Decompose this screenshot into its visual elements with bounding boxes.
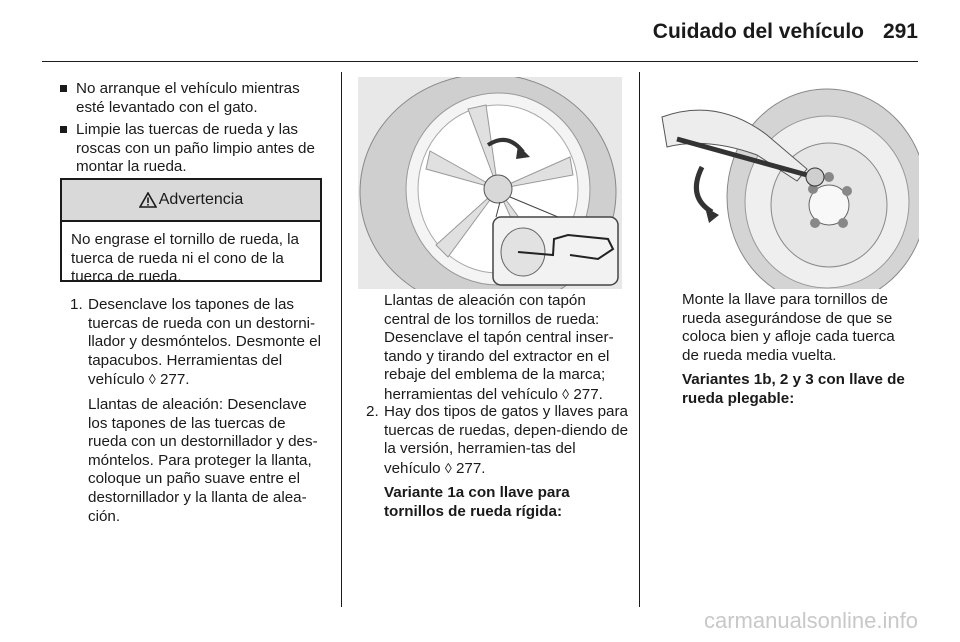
header-rule (42, 61, 918, 62)
page-ref: 277. (455, 459, 486, 477)
step-number: 2. (366, 403, 379, 420)
page-number: 291 (882, 20, 918, 43)
wheel-wrench-illustration (657, 77, 919, 289)
page-header (0, 0, 960, 62)
page-ref: 277. (159, 371, 190, 389)
list-item: Limpie las tuercas de rueda y las roscas con un paño limpio antes de montar la rueda. (58, 121, 328, 177)
step-text: Hay dos tipos de gatos y llaves para tuercas de ruedas, depen-diendo de la versión, herramien-tas del vehículo ◊ 277. (384, 403, 629, 477)
step-text: Desenclave los tapones de las tuercas de rueda con un destorni-llador y desmóntelos. Desmonte el tapacubos. Herramientas del vehículo ◊ 277. (88, 296, 321, 389)
warning-title: Advertencia (158, 191, 244, 208)
warning-triangle-icon (139, 192, 157, 208)
bullet-square-icon (60, 126, 67, 133)
page-ref-icon: ◊ (562, 385, 570, 402)
column-divider-1 (341, 72, 342, 607)
list-item: No arranque el vehículo mientras esté levantado con el gato. (58, 80, 328, 117)
step-number: 1. (70, 296, 83, 313)
precaution-list (58, 80, 328, 181)
figure-caption-wrench (682, 291, 914, 409)
warning-header (62, 180, 320, 222)
bullet-square-icon (60, 85, 67, 92)
page-ref-icon: ◊ (444, 459, 452, 476)
alloy-wheel-illustration (358, 77, 622, 289)
figure-caption-alloy (384, 292, 634, 413)
variant-heading: Variantes 1b, 2 y 3 con llave de rueda plegable: (682, 371, 905, 407)
caption-text: Llantas de aleación con tapón central de los tornillos de rueda: Desenclave el tapón central inser-tando y tirando del extractor en el rebaje del emblema de la marca; herramientas del vehículo ◊ 277. (384, 292, 614, 403)
step-text-alloy: Llantas de aleación: Desenclave los tapones de las tuercas de rueda con un destornillador y des-móntelos. Para proteger la llanta, coloque un paño suave entre el destornillador y la llanta de alea-ción. (88, 395, 318, 525)
caption-text: Monte la llave para tornillos de rueda asegurándose de que se coloca bien y afloje cada tuerca de rueda media vuelta. (682, 291, 895, 364)
warning-body: No engrase el tornillo de rueda, la tuerca de rueda ni el cono de la tuerca de rueda. (71, 231, 299, 286)
watermark: carmanualsonline.info (703, 608, 918, 633)
step-1 (70, 296, 328, 532)
step-2 (366, 403, 630, 528)
column-divider-2 (639, 72, 640, 607)
warning-box (60, 178, 322, 286)
variant-heading: Variante 1a con llave para tornillos de rueda rígida: (384, 484, 570, 520)
page-ref-icon: ◊ (148, 371, 156, 388)
page-ref: 277. (573, 385, 603, 403)
section-title: Cuidado del vehículo (652, 20, 864, 43)
